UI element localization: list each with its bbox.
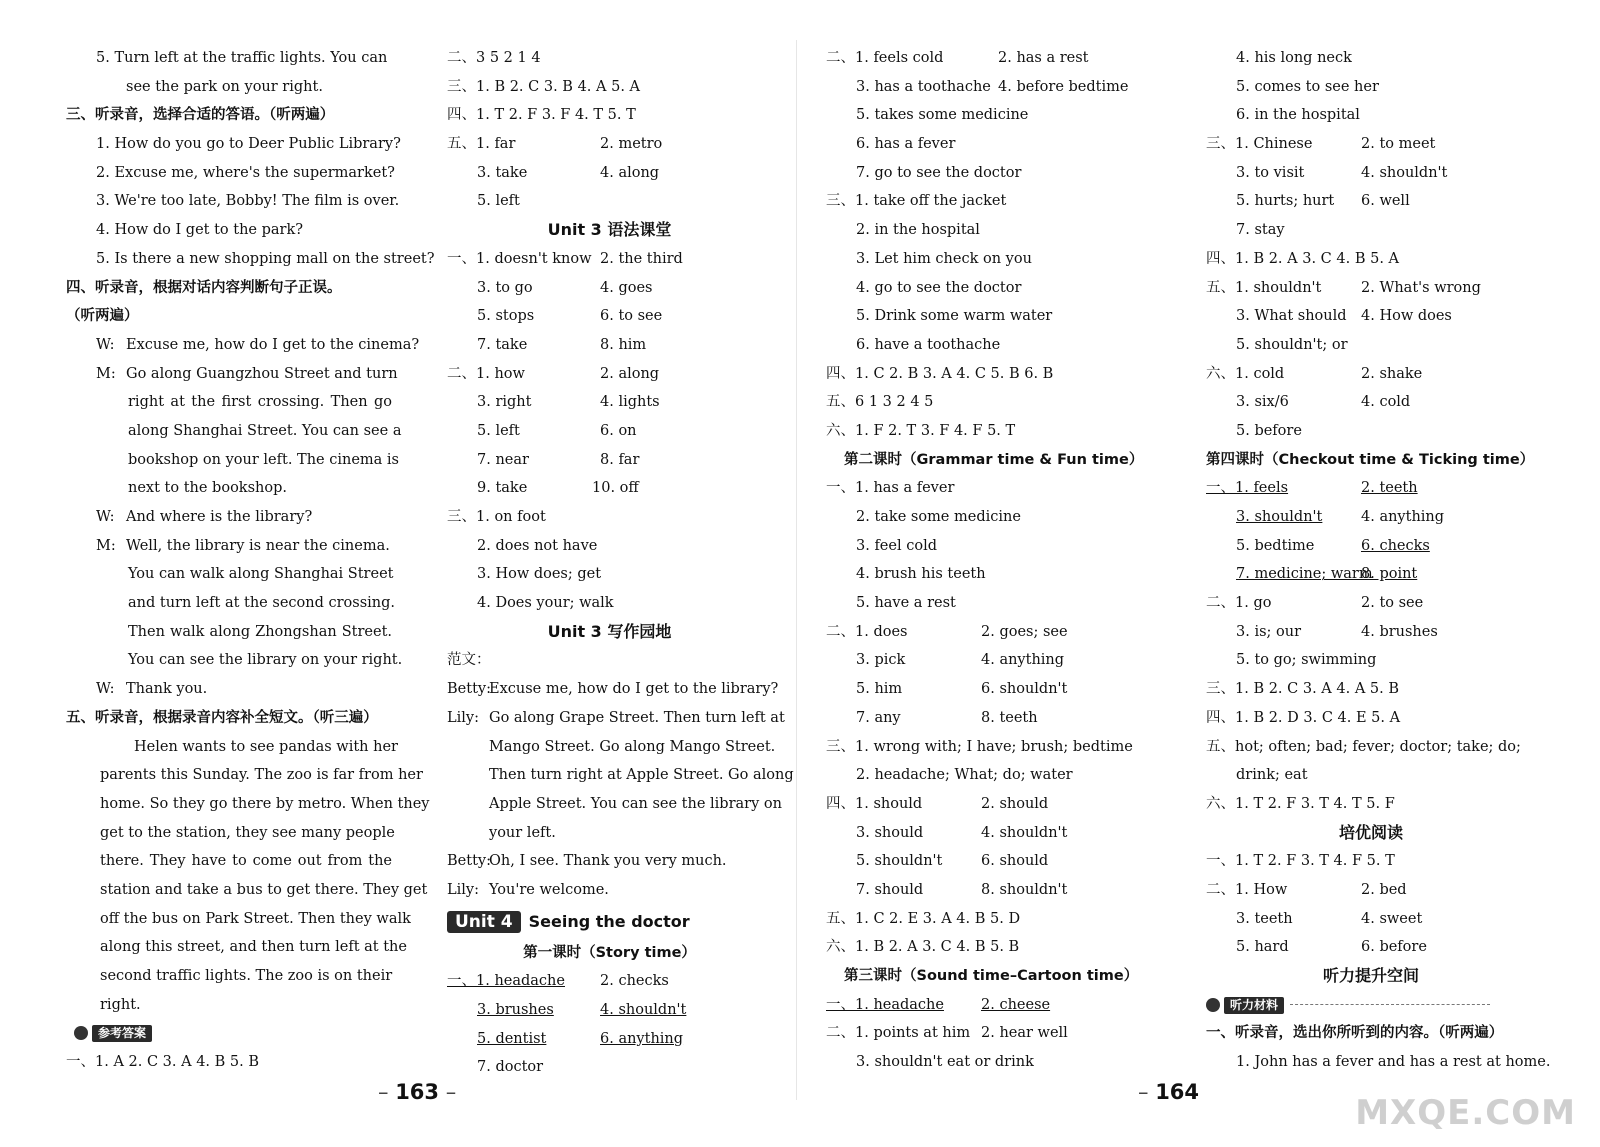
section-title: 培优阅读 <box>1338 822 1403 842</box>
answer-line <box>1206 876 1536 905</box>
answer-cell: 4. sweet <box>1361 910 1423 927</box>
text-line: next to the bookshop. <box>128 480 287 497</box>
answer-line <box>826 704 1156 733</box>
headphones-icon <box>1206 998 1220 1012</box>
answer-cell: 5. stops <box>477 308 535 325</box>
answer-cell: 二、1. go <box>1206 595 1272 612</box>
pencil-icon <box>74 1026 88 1040</box>
dialogue-text: Go along Guangzhou Street and turn <box>126 365 398 382</box>
answer-line: 5. Drink some warm water <box>856 308 1053 325</box>
text-line: along this street, and then turn left at the <box>100 939 407 956</box>
answer-cell: 10. off <box>592 480 639 497</box>
answer-line: 五、6 1 3 2 4 5 <box>826 394 934 411</box>
answer-cell: 五、1. shouldn't <box>1206 279 1322 296</box>
answer-cell: 3. is; our <box>1236 623 1302 640</box>
speaker: W: <box>96 336 115 353</box>
answer-cell: 4. shouldn't <box>600 1002 687 1018</box>
answer-line: 7. doctor <box>477 1059 544 1076</box>
answer-cell: 5. him <box>856 681 903 698</box>
answer-line <box>447 417 772 446</box>
answer-cell: 5. shouldn't <box>856 853 943 870</box>
text-line: along Shanghai Street. You can see a <box>128 422 402 439</box>
answer-cell: 五、1. far <box>447 136 516 153</box>
answer-cell: 7. any <box>856 709 901 726</box>
text-line: 3. We're too late, Bobby! The film is over. <box>96 193 400 210</box>
answer-cell: 3. should <box>856 824 924 841</box>
answer-line <box>447 474 772 503</box>
column-2 <box>447 44 794 1082</box>
answer-line <box>1206 159 1536 188</box>
dialogue-line <box>447 675 779 704</box>
answer-cell: 4. along <box>600 164 660 181</box>
text-line: Then turn right at Apple Street. Go along <box>489 767 794 784</box>
answer-line: 2. headache; What; do; water <box>856 767 1073 784</box>
answer-line <box>1206 503 1536 532</box>
answer-line: 3. How does; get <box>477 566 602 583</box>
answer-line: 六、1. T 2. F 3. T 4. T 5. F <box>1206 795 1395 812</box>
answer-line: 5. shouldn't; or <box>1236 336 1348 353</box>
answer-cell: 8. shouldn't <box>981 881 1068 898</box>
answer-cell: 5. left <box>477 422 520 439</box>
answer-line <box>826 991 1156 1020</box>
section-title: Unit 3 语法课堂 <box>547 220 672 240</box>
answer-line <box>1206 302 1536 331</box>
answer-cell: 9. take <box>477 480 528 497</box>
answer-line <box>447 996 772 1025</box>
answer-line: 5. before <box>1236 422 1302 439</box>
answer-line <box>1206 130 1536 159</box>
answer-cell: 6. well <box>1361 193 1410 210</box>
dialogue-text: Oh, I see. Thank you very much. <box>489 853 727 870</box>
text-line: Mango Street. Go along Mango Street. <box>489 738 776 755</box>
section-heading: 四、听录音，根据对话内容判断句子正误。 <box>66 279 342 296</box>
answer-line <box>447 302 772 331</box>
answer-cell: 3. What should <box>1236 308 1347 325</box>
text-line: parents this Sunday. The zoo is far from her <box>100 767 423 784</box>
answer-cell: 5. dentist <box>477 1030 547 1047</box>
answer-cell: 2. What's wrong <box>1361 279 1481 296</box>
answer-cell: 7. take <box>477 336 528 353</box>
answer-line <box>447 331 772 360</box>
answer-line <box>826 44 1156 73</box>
answer-line: 2. in the hospital <box>856 222 980 239</box>
answer-cell: 6. shouldn't <box>981 681 1068 698</box>
text-line: 5. Is there a new shopping mall on the street? <box>96 250 435 267</box>
answer-cell: 3. to go <box>477 279 533 296</box>
answer-cell: 8. teeth <box>981 709 1038 726</box>
section-title: 听力提升空间 <box>1322 966 1419 985</box>
answer-cell: 8. point <box>1361 566 1418 583</box>
answer-cell: 4. shouldn't <box>981 824 1068 841</box>
answer-cell: 2. metro <box>600 136 663 153</box>
page-divider <box>796 40 797 1100</box>
answer-line <box>826 618 1156 647</box>
text-line: 一、1. A 2. C 3. A 4. B 5. B <box>66 1054 260 1071</box>
dialogue-text: Well, the library is near the cinema. <box>126 537 390 554</box>
dialogue-line <box>66 675 392 704</box>
answer-cell: 4. goes <box>600 279 653 296</box>
answer-line: 5. comes to see her <box>1236 78 1379 95</box>
column-3 <box>826 44 1156 1077</box>
answer-cell: 3. pick <box>856 652 906 669</box>
answer-line <box>1206 532 1536 561</box>
answer-line: 三、1. B 2. C 3. B 4. A 5. A <box>447 78 641 95</box>
answer-cell: 4. brushes <box>1361 623 1438 640</box>
answer-cell: 5. bedtime <box>1236 537 1315 554</box>
answer-cell: 3. teeth <box>1236 910 1293 927</box>
unit-badge: Unit 4 <box>447 911 521 933</box>
text-line: bookshop on your left. The cinema is <box>128 451 399 468</box>
answer-line <box>1206 905 1536 934</box>
answer-cell: 6. before <box>1361 939 1427 956</box>
answer-cell: 六、1. cold <box>1206 365 1285 382</box>
answer-line: 4. Does your; walk <box>477 595 614 612</box>
dialogue-text: Go along Grape Street. Then turn left at <box>489 709 785 726</box>
answer-line: 6. has a fever <box>856 136 956 153</box>
answer-cell: 6. on <box>600 422 637 439</box>
text-line: 1. How do you go to Deer Public Library? <box>96 136 401 153</box>
dialogue-line <box>447 876 772 905</box>
text-line: 范文： <box>447 652 491 669</box>
answer-line: 4. brush his teeth <box>856 566 986 583</box>
answer-line <box>1206 933 1536 962</box>
text-line: see the park on your right. <box>126 78 323 95</box>
answer-cell: 2. to meet <box>1361 136 1436 153</box>
answer-line: 4. his long neck <box>1236 50 1352 66</box>
answer-cell: 5. hard <box>1236 939 1289 956</box>
listening-material-label <box>1206 991 1536 1020</box>
answer-cell: 3. has a toothache <box>856 78 991 95</box>
lesson-title: 第一课时（Story time） <box>523 944 696 961</box>
answer-line: 六、1. F 2. T 3. F 4. F 5. T <box>826 422 1016 439</box>
answer-line <box>826 675 1156 704</box>
answer-line <box>826 847 1156 876</box>
answer-cell: 二、1. does <box>826 623 908 640</box>
speaker: Betty: <box>447 681 491 698</box>
answer-line <box>447 159 772 188</box>
answer-cell: 3. brushes <box>477 1002 554 1018</box>
answer-cell: 4. cold <box>1361 394 1411 411</box>
answer-cell: 7. should <box>856 881 924 898</box>
answer-line: 3. shouldn't eat or drink <box>856 1054 1034 1071</box>
answer-cell: 一、1. headache <box>826 996 944 1013</box>
listening-material-tag: 听力材料 <box>1224 997 1284 1014</box>
answer-cell: 3. take <box>477 164 528 181</box>
answer-line: 2. take some medicine <box>856 509 1021 525</box>
answer-line <box>826 1019 1156 1048</box>
text-line: You can see the library on your right. <box>128 652 403 669</box>
answer-line: 5. takes some medicine <box>856 107 1029 124</box>
answer-line <box>447 967 772 996</box>
answer-line <box>1206 274 1536 303</box>
dialogue-text: Excuse me, how do I get to the cinema? <box>126 336 420 353</box>
answer-line <box>447 388 772 417</box>
answer-cell: 二、1. points at him <box>826 1025 971 1042</box>
answer-cell: 2. hear well <box>981 1025 1068 1042</box>
answer-line: 5. have a rest <box>856 595 956 612</box>
answer-line <box>447 446 772 475</box>
answer-cell: 4. shouldn't <box>1361 164 1448 181</box>
answer-line <box>1206 618 1536 647</box>
answer-line: 五、hot; often; bad; fever; doctor; take; do; <box>1206 738 1521 755</box>
answer-cell: 6. anything <box>600 1030 684 1047</box>
answer-line: 四、1. B 2. A 3. C 4. B 5. A <box>1206 250 1400 267</box>
text-line: 1. John has a fever and has a rest at home. <box>1236 1054 1551 1071</box>
answer-line <box>1206 360 1536 389</box>
dialogue-line <box>447 704 785 733</box>
answer-cell: 3. right <box>477 394 532 411</box>
answer-line: drink; eat <box>1236 767 1308 784</box>
dialogue-text: Thank you. <box>126 681 208 698</box>
answer-cell: 2. the third <box>600 250 683 267</box>
answer-line: 二、3 5 2 1 4 <box>447 50 541 66</box>
dialogue-text: And where is the library? <box>126 509 313 525</box>
unit-title: Seeing the doctor <box>528 911 690 931</box>
answer-cell: 2. shake <box>1361 365 1423 382</box>
text-line: and turn left at the second crossing. <box>128 595 396 612</box>
answer-cell: 6. to see <box>600 308 663 325</box>
answer-line <box>826 790 1156 819</box>
text-line: right. <box>100 996 141 1013</box>
text-line: You can walk along Shanghai Street <box>128 566 394 583</box>
answer-line <box>1206 560 1536 589</box>
answer-line <box>826 73 1156 102</box>
answer-cell: 二、1. feels cold <box>826 50 944 66</box>
answer-cell: 2. along <box>600 365 660 382</box>
answer-line: 2. does not have <box>477 537 598 554</box>
answer-cell: 2. to see <box>1361 595 1424 612</box>
answer-cell: 4. How does <box>1361 308 1452 325</box>
section-heading: 一、听录音，选出你所听到的内容。（听两遍） <box>1206 1025 1504 1042</box>
answer-cell: 2. cheese <box>981 996 1051 1013</box>
text-line: second traffic lights. The zoo is on their <box>100 968 393 984</box>
dialogue-line <box>66 532 392 561</box>
dashed-rule <box>1290 1004 1490 1005</box>
answer-line: 六、1. B 2. A 3. C 4. B 5. B <box>826 939 1020 956</box>
answer-cell: 6. should <box>981 853 1049 870</box>
answer-line: 4. go to see the doctor <box>856 279 1022 296</box>
dialogue-line <box>447 847 772 876</box>
answer-line <box>1206 474 1536 503</box>
dialogue-line <box>66 331 420 360</box>
answer-line <box>826 819 1156 848</box>
section-title: Unit 3 写作园地 <box>547 621 672 641</box>
answer-key-label <box>66 1019 392 1048</box>
answer-line <box>1206 589 1536 618</box>
answer-cell: 2. goes; see <box>981 623 1068 640</box>
answer-cell: 一、1. doesn't know <box>447 250 592 267</box>
answer-cell: 4. anything <box>1361 509 1445 525</box>
answer-line: 6. have a toothache <box>856 336 1001 353</box>
answer-cell: 2. teeth <box>1361 480 1418 497</box>
answer-cell: 6. checks <box>1361 537 1430 554</box>
unit-header <box>447 905 772 939</box>
answer-line: 四、1. C 2. B 3. A 4. C 5. B 6. B <box>826 365 1054 382</box>
speaker: W: <box>96 681 115 698</box>
answer-line: 一、1. has a fever <box>826 480 955 497</box>
answer-cell: 一、1. headache <box>447 973 565 990</box>
answer-cell: 三、1. Chinese <box>1206 136 1313 153</box>
answer-key-tag: 参考答案 <box>92 1025 152 1042</box>
answer-line: 一、1. T 2. F 3. T 4. F 5. T <box>1206 853 1395 870</box>
answer-line <box>447 1025 772 1054</box>
text-line: Then walk along Zhongshan Street. <box>128 623 392 640</box>
speaker: Lily: <box>447 709 479 726</box>
lesson-title: 第三课时（Sound time–Cartoon time） <box>844 968 1139 984</box>
answer-line <box>826 646 1156 675</box>
answer-cell: 7. near <box>477 451 529 468</box>
answer-line <box>447 360 772 389</box>
speaker: W: <box>96 509 115 525</box>
answer-cell: 4. lights <box>600 394 660 411</box>
answer-cell: 四、1. should <box>826 795 923 812</box>
page-number-left: – 163 – <box>378 1080 457 1104</box>
answer-line: 7. stay <box>1236 222 1285 239</box>
answer-cell: 3. shouldn't <box>1236 509 1323 525</box>
answer-cell: 二、1. How <box>1206 881 1288 898</box>
answer-line <box>1206 187 1536 216</box>
text-line: off the bus on Park Street. Then they walk <box>100 910 411 927</box>
answer-cell: 一、1. feels <box>1206 480 1289 497</box>
speaker: Lily: <box>447 881 479 898</box>
section-heading: 五、听录音，根据录音内容补全短文。（听三遍） <box>66 709 378 726</box>
answer-cell: 8. him <box>600 336 647 353</box>
speaker: M: <box>96 537 116 554</box>
text-line: 4. How do I get to the park? <box>96 222 304 239</box>
column-1 <box>66 44 435 1077</box>
answer-cell: 4. before bedtime <box>998 78 1129 95</box>
answer-line: 3. Let him check on you <box>856 250 1032 267</box>
answer-cell: 4. anything <box>981 652 1065 669</box>
answer-line <box>1206 388 1536 417</box>
answer-line: 三、1. take off the jacket <box>826 193 1007 210</box>
text-line: there. They have to come out from the <box>100 853 392 870</box>
answer-cell: 3. six/6 <box>1236 394 1289 411</box>
answer-line: 三、1. on foot <box>447 509 546 525</box>
section-heading: 三、听录音，选择合适的答语。（听两遍） <box>66 107 335 124</box>
answer-cell: 3. to visit <box>1236 164 1305 181</box>
speaker: Betty: <box>447 853 491 870</box>
page-number-right: – 164 <box>1138 1080 1200 1104</box>
text-line: your left. <box>489 824 556 841</box>
lesson-title: 第四课时（Checkout time & Ticking time） <box>1206 451 1535 468</box>
dialogue-line <box>66 360 398 389</box>
answer-line: 四、1. B 2. D 3. C 4. E 5. A <box>1206 709 1401 726</box>
answer-cell: 2. checks <box>600 973 669 990</box>
dialogue-text: You're welcome. <box>489 881 609 898</box>
answer-line <box>447 245 772 274</box>
answer-line <box>447 130 772 159</box>
answer-line <box>447 274 772 303</box>
dialogue-line <box>66 503 392 532</box>
answer-line <box>826 876 1156 905</box>
answer-line: 7. go to see the doctor <box>856 164 1022 181</box>
answer-line: 四、1. T 2. F 3. F 4. T 5. T <box>447 107 636 124</box>
answer-line: 五、1. C 2. E 3. A 4. B 5. D <box>826 910 1021 927</box>
answer-cell: 7. medicine; warm <box>1236 566 1373 583</box>
answer-cell: 2. should <box>981 795 1049 812</box>
text-line: get to the station, they see many people <box>100 824 395 841</box>
text-line: right at the first crossing. Then go <box>128 394 392 411</box>
answer-line: 3. feel cold <box>856 537 937 554</box>
answer-line: 5. to go; swimming <box>1236 652 1377 669</box>
text-line: Helen wants to see pandas with her <box>134 738 398 755</box>
dialogue-text: Excuse me, how do I get to the library? <box>489 681 779 698</box>
answer-cell: 二、1. how <box>447 365 525 382</box>
answer-line: 6. in the hospital <box>1236 107 1360 124</box>
text-line: 2. Excuse me, where's the supermarket? <box>96 164 395 181</box>
column-4 <box>1206 44 1551 1077</box>
answer-cell: 8. far <box>600 451 640 468</box>
text-line: Apple Street. You can see the library on <box>489 795 782 812</box>
answer-cell: 2. has a rest <box>998 50 1089 66</box>
text-line: home. So they go there by metro. When they <box>100 795 430 812</box>
section-heading: （听两遍） <box>66 308 139 325</box>
speaker: M: <box>96 365 116 382</box>
answer-line: 三、1. wrong with; I have; brush; bedtime <box>826 738 1133 755</box>
answer-line: 5. left <box>477 193 520 210</box>
watermark: MXQE.COM <box>1355 1093 1576 1133</box>
answer-line: 三、1. B 2. C 3. A 4. A 5. B <box>1206 681 1400 698</box>
lesson-title: 第二课时（Grammar time & Fun time） <box>844 451 1144 468</box>
text-line: 5. Turn left at the traffic lights. You can <box>96 50 388 66</box>
text-line: station and take a bus to get there. They get <box>100 881 428 898</box>
answer-cell: 2. bed <box>1361 881 1407 898</box>
answer-cell: 5. hurts; hurt <box>1236 193 1335 210</box>
